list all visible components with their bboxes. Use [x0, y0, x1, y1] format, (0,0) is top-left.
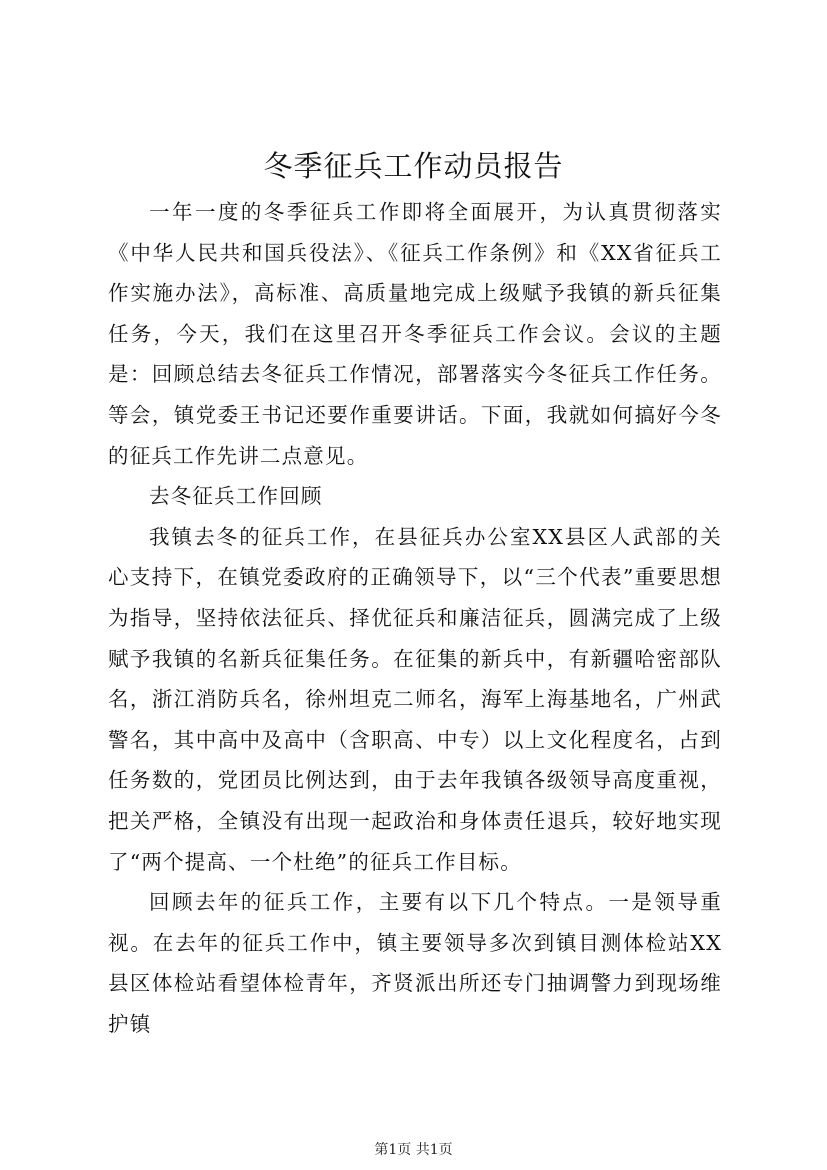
paragraph-review: 我镇去冬的征兵工作，在县征兵办公室XX县区人武部的关心支持下，在镇党委政府的正确领导下，以“三个代表”重要思想为指导，坚持依法征兵、择优征兵和廉洁征兵，圆满完成了上级赋予我镇的名新兵征集任务。在征集的新兵中，有新疆哈密部队名，浙江消防兵名，徐州坦克二师名，海军上海基地名，广州武警名，其中高中及高中（含职高、中专）以上文化程度名，占到任务数的，党团员比例达到，由于去年我镇各级领导高度重视，把关严格，全镇没有出现一起政治和身体责任退兵，较好地实现了“两个提高、一个杜绝”的征兵工作目标。	[108, 524, 722, 874]
paragraph-features: 回顾去年的征兵工作，主要有以下几个特点。一是领导重视。在去年的征兵工作中，镇主要领导多次到镇目测体检站XX县区体检站看望体检青年，齐贤派出所还专门抽调警力到现场维护镇	[108, 890, 722, 1036]
document-body	[108, 192, 722, 1044]
page-footer: 第1页 共1页	[374, 1142, 453, 1158]
section-heading: 去冬征兵工作回顾	[149, 484, 323, 509]
document-title: 冬季征兵工作动员报告	[263, 149, 564, 183]
paragraph-intro: 一年一度的冬季征兵工作即将全面展开，为认真贯彻落实《中华人民共和国兵役法》、《征兵工作条例》和《XX省征兵工作实施办法》，高标准、高质量地完成上级赋予我镇的新兵征集任务，今天，我们在这里召开冬季征兵工作会议。会议的主题是：回顾总结去冬征兵工作情况，部署落实今冬征兵工作任务。等会，镇党委王书记还要作重要讲话。下面，我就如何搞好今冬的征兵工作先讲二点意见。	[108, 200, 722, 468]
